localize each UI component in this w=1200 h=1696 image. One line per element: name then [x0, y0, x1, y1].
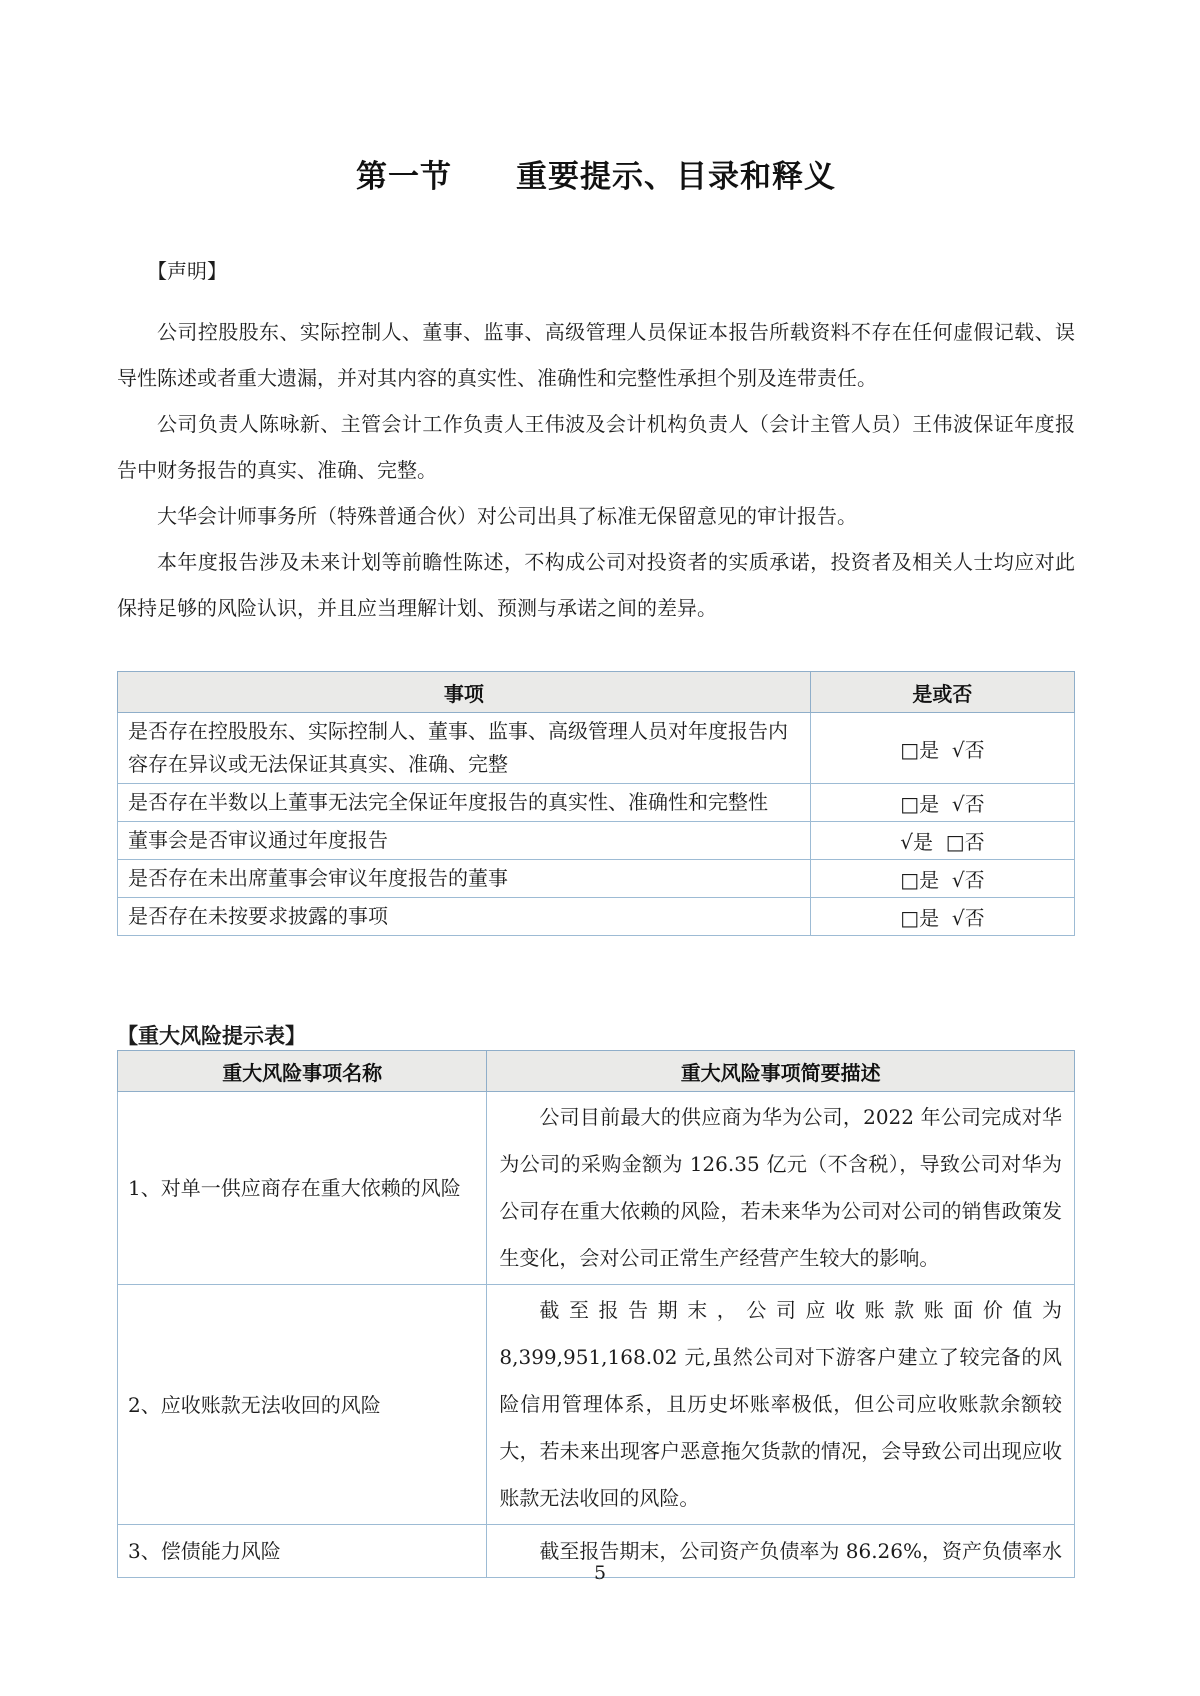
column-header-risk-desc: 重大风险事项简要描述	[487, 1051, 1075, 1092]
answer-cell: □是 √否	[810, 713, 1074, 784]
declaration-heading: 【声明】	[147, 259, 227, 283]
answer-cell: □是 √否	[810, 860, 1074, 898]
page-title: 第一节 重要提示、目录和释义	[356, 159, 836, 195]
risk-desc-cell	[487, 1092, 1075, 1285]
answer-cell: √是 □否	[810, 822, 1074, 860]
column-header-item: 事项	[118, 672, 811, 713]
item-cell: 董事会是否审议通过年度报告	[118, 822, 811, 860]
declaration-paragraph: 公司控股股东、实际控制人、董事、监事、高级管理人员保证本报告所载资料不存在任何虚假记载、误导性陈述或者重大遗漏，并对其内容的真实性、准确性和完整性承担个别及连带责任。	[117, 320, 1075, 390]
table-row	[118, 784, 1075, 822]
yes-no-table	[117, 671, 1075, 936]
table-header-row	[118, 1051, 1075, 1092]
item-cell: 是否存在未按要求披露的事项	[118, 898, 811, 936]
risk-name-cell: 1、对单一供应商存在重大依赖的风险	[118, 1092, 487, 1285]
risk-desc-text: 截至报告期末，公司资产负债率为 86.26%，资产负债率水	[539, 1538, 1063, 1563]
risk-desc-text: 截至报告期末，公司应收账款账面价值为 8,399,951,168.02 元,虽然公司对下游客户建立了较完备的风险信用管理体系，且历史坏账率极低，但公司应收账款余额较大，若未来出现客户恶意拖欠货款的情况，会导致公司出现应收账款无法收回的风险。	[499, 1298, 1062, 1510]
page-number: 5	[593, 1562, 607, 1584]
risk-table-heading: 【重大风险提示表】	[117, 1023, 306, 1048]
risk-name-cell: 2、应收账款无法收回的风险	[118, 1285, 487, 1525]
item-cell: 是否存在控股股东、实际控制人、董事、监事、高级管理人员对年度报告内容存在异议或无法保证其真实、准确、完整	[118, 713, 811, 784]
column-header-risk-name: 重大风险事项名称	[118, 1051, 487, 1092]
declaration-paragraph: 大华会计师事务所（特殊普通合伙）对公司出具了标准无保留意见的审计报告。	[157, 504, 857, 528]
risk-desc-cell	[487, 1285, 1075, 1525]
declaration-paragraph: 公司负责人陈咏新、主管会计工作负责人王伟波及会计机构负责人（会计主管人员）王伟波保证年度报告中财务报告的真实、准确、完整。	[117, 412, 1075, 482]
table-row	[118, 898, 1075, 936]
table-row	[118, 860, 1075, 898]
risk-name-cell: 3、偿债能力风险	[118, 1525, 487, 1578]
risk-desc-text: 公司目前最大的供应商为华为公司，2022 年公司完成对华为公司的采购金额为 126.35 亿元（不含税），导致公司对华为公司存在重大依赖的风险，若未来华为公司对公司的销售政策发生变化，会对公司正常生产经营产生较大的影响。	[499, 1105, 1062, 1270]
answer-cell: □是 √否	[810, 784, 1074, 822]
table-row	[118, 1285, 1075, 1525]
table-header-row	[118, 672, 1075, 713]
column-header-yesno: 是或否	[810, 672, 1074, 713]
answer-cell: □是 √否	[810, 898, 1074, 936]
table-row	[118, 713, 1075, 784]
item-cell: 是否存在未出席董事会审议年度报告的董事	[118, 860, 811, 898]
table-row	[118, 1092, 1075, 1285]
declaration-body	[117, 309, 1075, 631]
item-cell: 是否存在半数以上董事无法完全保证年度报告的真实性、准确性和完整性	[118, 784, 811, 822]
declaration-paragraph: 本年度报告涉及未来计划等前瞻性陈述，不构成公司对投资者的实质承诺，投资者及相关人士均应对此保持足够的风险认识，并且应当理解计划、预测与承诺之间的差异。	[117, 550, 1075, 620]
major-risk-table	[117, 1050, 1075, 1578]
table-row	[118, 822, 1075, 860]
